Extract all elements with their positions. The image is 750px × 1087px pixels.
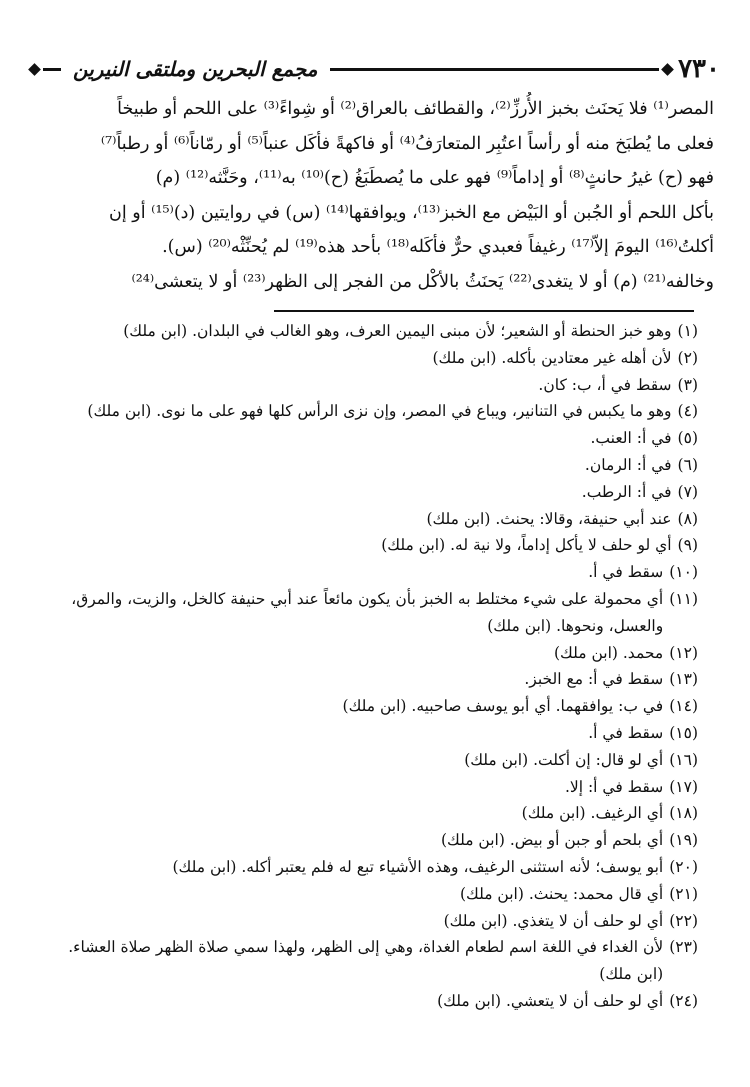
diamond-ornament-icon	[661, 63, 674, 76]
footnote-number: (١٢)	[669, 643, 698, 662]
footnote-body: في أ: الرطب.	[581, 482, 672, 501]
footnote-source: (ابن ملك)	[123, 322, 188, 340]
footnote-body: أي لو حلف لا يأكل إداماً، ولا نية له.	[450, 536, 672, 555]
footnote	[40, 425, 698, 452]
footnote-number: (١٣)	[669, 670, 698, 689]
main-line: بأكل اللحم أو الجُبن أو البَيْض مع الخبز⁽¹³⁾، ويوافقها⁽¹⁴⁾ (س) في روايتين (د)⁽¹⁵⁾ أو إن	[109, 202, 714, 223]
footnote	[40, 881, 698, 908]
footnote-number: (١٦)	[669, 750, 698, 769]
footnote-separator	[274, 310, 694, 312]
footnote	[40, 559, 698, 586]
footnote	[40, 318, 698, 345]
footnote-number: (٤)	[677, 402, 698, 421]
footnote-source: (ابن ملك)	[443, 911, 508, 930]
footnote-body: أي لو حلف أن لا يتعشي.	[505, 991, 664, 1010]
footnote-text	[40, 800, 663, 827]
footnote-source: (ابن ملك)	[521, 804, 586, 823]
footnote-body: أي بلحم أو جبن أو بيض.	[509, 831, 664, 850]
footnote-text	[40, 988, 663, 1015]
footnote-body: أي لو حلف أن لا يتغذي.	[512, 911, 664, 930]
footnote-text	[40, 774, 663, 801]
page-header	[30, 52, 720, 86]
footnote	[40, 398, 698, 425]
footnote-text	[40, 693, 663, 720]
footnote-text	[40, 345, 672, 372]
footnote-number: (١٠)	[669, 563, 698, 582]
footnotes	[40, 318, 698, 1015]
footnote-number: (٥)	[677, 429, 698, 448]
footnote-source: (ابن ملك)	[426, 509, 491, 528]
footnote-number: (١٤)	[669, 697, 698, 716]
main-line: المصر⁽¹⁾ فلا يَحنَث بخبز الأُرزِّ⁽²⁾، والقطائف بالعراق⁽²⁾ أو شِواءً⁽³⁾ على اللحم أو طبيخاً	[117, 99, 714, 119]
main-line: أكلتُ⁽¹⁶⁾ اليومَ إلاّ⁽¹⁷⁾ رغيفاً فعبدي حرٌّ فأكَله⁽¹⁸⁾ بأحد هذه⁽¹⁹⁾ لم يُحنِّثْه⁽²⁰⁾ (س).	[162, 237, 714, 257]
footnote-text	[40, 452, 672, 479]
footnote	[40, 345, 698, 372]
footnote	[40, 854, 698, 881]
footnote-source: (ابن ملك)	[432, 348, 497, 367]
footnote-body: في ب: يوافقهما. أي أبو يوسف صاحبيه.	[411, 697, 664, 716]
footnote-text	[40, 506, 672, 533]
footnote	[40, 372, 698, 399]
footnote-number: (١٩)	[669, 831, 698, 850]
diamond-ornament-icon	[28, 63, 41, 76]
footnote-text	[40, 720, 663, 747]
footnote	[40, 720, 698, 747]
footnote	[40, 800, 698, 827]
footnote-body: سقط في أ.	[588, 723, 664, 742]
footnote-source: (ابن ملك)	[172, 857, 237, 876]
footnote-body: محمد.	[622, 643, 664, 662]
footnote-text	[40, 398, 672, 425]
footnote-text	[40, 854, 663, 881]
footnote-body: سقط في أ، ب: كان.	[538, 375, 672, 394]
header-dash	[43, 68, 61, 71]
footnote-text	[40, 479, 672, 506]
footnote-body: في أ: العنب.	[590, 429, 672, 448]
footnote	[40, 479, 698, 506]
footnote-text	[40, 559, 663, 586]
footnote-source: (ابن ملك)	[440, 831, 505, 850]
footnote-body: وهو خبز الحنطة أو الشعير؛ لأن مبنى اليمين العرف، وهو الغالب في البلدان.	[192, 322, 672, 340]
footnote-number: (١٧)	[669, 777, 698, 796]
footnote-text	[40, 425, 672, 452]
footnote-source: (ابن ملك)	[554, 643, 618, 662]
footnote-source: (ابن ملك)	[464, 750, 529, 769]
footnote-number: (١١)	[669, 589, 698, 608]
footnote-body: لأن أهله غير معتادين بأكله.	[501, 348, 672, 367]
main-text	[36, 92, 714, 299]
footnote-number: (٢٠)	[669, 857, 698, 876]
footnote-number: (٢١)	[669, 884, 698, 903]
footnote-number: (١٥)	[669, 723, 698, 742]
footnote-source: (ابن ملك)	[87, 402, 152, 421]
footnote-number: (٢٢)	[669, 911, 698, 930]
footnote-body: عند أبي حنيفة، وقالا: يحنث.	[495, 509, 672, 528]
footnote	[40, 747, 698, 774]
footnote-number: (٢٤)	[669, 991, 698, 1010]
footnote-number: (٢)	[677, 348, 698, 367]
footnote-text	[40, 908, 663, 935]
footnote	[40, 827, 698, 854]
header-rule	[330, 68, 660, 71]
footnote-number: (٨)	[677, 509, 698, 528]
footnote-text	[40, 934, 663, 988]
footnote-text	[40, 747, 663, 774]
page-number: ٧٣٠	[678, 54, 720, 84]
footnote-text	[40, 881, 663, 908]
footnote-number: (١٨)	[669, 804, 698, 823]
footnote-number: (٩)	[677, 536, 698, 555]
footnote-body: سقط في أ: مع الخبز.	[524, 670, 664, 689]
footnote	[40, 693, 698, 720]
footnote-number: (٧)	[677, 482, 698, 501]
footnote	[40, 640, 698, 667]
main-line: وخالفه⁽²¹⁾ (م) أو لا يتغدى⁽²²⁾ يَحنَثُ بالأكْل من الفجر إلى الظهر⁽²³⁾ أو لا يتعشى⁽²⁴⁾	[131, 271, 714, 292]
footnote-number: (١)	[677, 322, 698, 340]
footnote-body: لأن الغداء في اللغة اسم لطعام الغداة، وهي إلى الظهر، ولهذا سمي صلاة الظهر صلاة العشاء.	[68, 938, 664, 957]
footnote-text	[40, 318, 672, 345]
footnote-body: أبو يوسف؛ لأنه استثنى الرغيف، وهذه الأشياء تبع له فلم يعتبر أكله.	[241, 857, 664, 876]
footnote-source: (ابن ملك)	[342, 697, 407, 716]
footnote-text	[40, 827, 663, 854]
running-title: مجمع البحرين وملتقى النيرين	[73, 57, 318, 81]
footnote-text	[40, 586, 663, 640]
footnote-body: أي محمولة على شيء مختلط به الخبز بأن يكون مائعاً عند أبي حنيفة كالخل، والزيت، والمرق، والعسل، ونحوها.	[71, 589, 664, 635]
footnote	[40, 506, 698, 533]
footnote-source: (ابن ملك)	[437, 991, 502, 1010]
footnote-body: أي الرغيف.	[590, 804, 664, 823]
footnote-number: (٣)	[677, 375, 698, 394]
footnote-text	[40, 640, 663, 667]
footnote-source: (ابن ملك)	[381, 536, 446, 555]
footnote	[40, 934, 698, 988]
footnote-body: سقط في أ.	[588, 563, 664, 582]
footnote	[40, 774, 698, 801]
footnote	[40, 988, 698, 1015]
footnote	[40, 908, 698, 935]
footnote	[40, 452, 698, 479]
footnote-number: (٢٣)	[669, 938, 698, 957]
footnote-body: سقط في أ: إلا.	[564, 777, 664, 796]
footnote-body: وهو ما يكبس في التنانير، ويباع في المصر، وإن نزى الرأس كلها فهو على ما نوى.	[156, 402, 672, 421]
main-line: فهو (ح) غيرُ حانثٍ⁽⁸⁾ أو إداماً⁽⁹⁾ فهو على ما يُصطَبَغُ (ح)⁽¹⁰⁾ به⁽¹¹⁾، وحَنَّثه⁽¹²⁾ (م)	[155, 168, 714, 188]
footnote	[40, 666, 698, 693]
footnote-text	[40, 372, 672, 399]
footnote	[40, 586, 698, 640]
footnote-source: (ابن ملك)	[487, 616, 552, 635]
footnote-source: (ابن ملك)	[599, 965, 664, 984]
footnote-text	[40, 532, 672, 559]
footnote	[40, 532, 698, 559]
footnote-body: أي لو قال: إن أكلت.	[533, 750, 664, 769]
footnote-text	[40, 666, 663, 693]
main-line: فعلى ما يُطبَخ منه أو رأساً اعتُبِر المتعارَفُ⁽⁴⁾ أو فاكهةً فأكَل عنباً⁽⁵⁾ أو رمّاناً⁽⁶⁾ أو رطباً⁽⁷⁾	[100, 133, 714, 154]
footnote-source: (ابن ملك)	[459, 884, 524, 903]
footnote-body: أي قال محمد: يحنث.	[528, 884, 664, 903]
footnote-body: في أ: الرمان.	[584, 455, 672, 474]
footnote-number: (٦)	[677, 455, 698, 474]
